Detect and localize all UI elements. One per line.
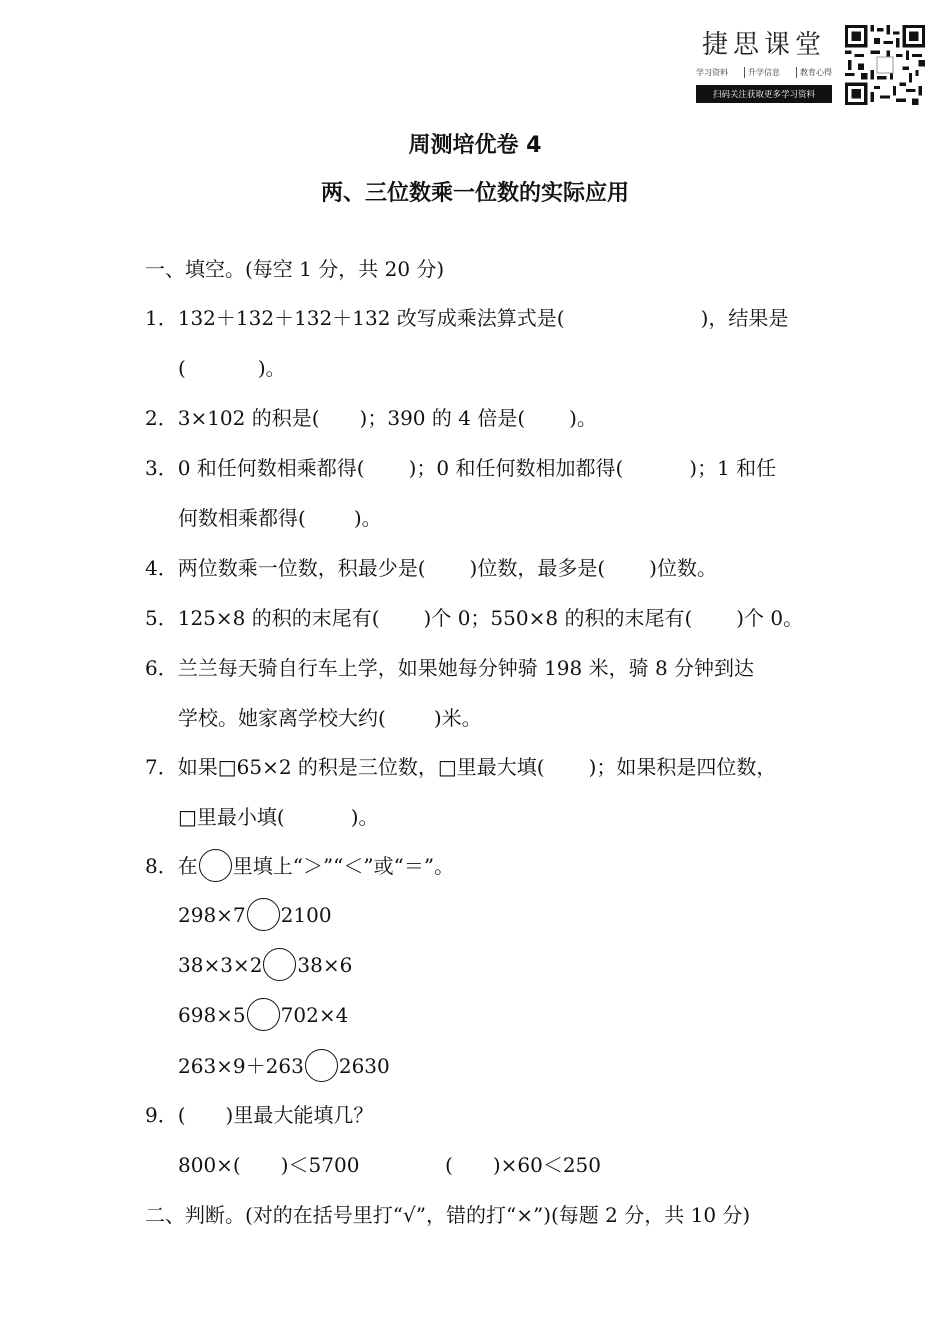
compare-circle[interactable] xyxy=(247,998,280,1031)
question-6: 6．兰兰每天骑自行车上学，如果她每分钟骑 198 米，骑 8 分钟到达 xyxy=(145,656,755,680)
compare-circle[interactable] xyxy=(247,898,280,931)
section-heading: 一、填空。(每空 1 分，共 20 分) xyxy=(145,257,445,281)
question-7: 7．如果□65×2 的积是三位数，□里最大填( )；如果积是四位数， xyxy=(145,755,777,779)
question-6-cont: 学校。她家离学校大约( )米。 xyxy=(178,706,482,730)
brand-name: 捷思课堂 xyxy=(701,30,826,60)
brand-tag: 教育心得 xyxy=(796,67,832,78)
brand-logo xyxy=(696,24,832,103)
compare-circle[interactable] xyxy=(263,948,296,981)
page-title: 周测培优卷 4 xyxy=(408,133,542,158)
compare-circle[interactable] xyxy=(305,1049,338,1082)
question-1-cont: ( )。 xyxy=(178,356,286,380)
question-5: 5．125×8 的积的末尾有( )个 0；550×8 的积的末尾有( )个 0。 xyxy=(145,606,804,630)
question-1: 1．132＋132＋132＋132 改写成乘法算式是( )，结果是 xyxy=(145,306,789,330)
compare-circle[interactable] xyxy=(199,849,232,882)
qr-code-icon[interactable] xyxy=(845,25,925,105)
brand-tag: 学习资料 xyxy=(696,68,728,77)
question-9: 9．( )里最大能填几？ xyxy=(145,1103,374,1127)
compare-item: 38×3×2 38×6 xyxy=(178,950,352,983)
question-3-cont: 何数相乘都得( )。 xyxy=(178,506,382,530)
question-9-right: ( )×60＜250 xyxy=(445,1153,601,1177)
compare-item: 263×9＋263 2630 xyxy=(178,1050,390,1084)
compare-item: 298×7 2100 xyxy=(178,900,332,933)
question-4: 4．两位数乘一位数，积最少是( )位数，最多是( )位数。 xyxy=(145,556,717,580)
section-heading: 二、判断。(对的在括号里打“√”，错的打“×”)(每题 2 分，共 10 分) xyxy=(145,1203,751,1227)
brand-tags xyxy=(696,67,832,78)
question-9-left: 800×( )＜5700 xyxy=(178,1153,360,1177)
compare-item: 698×5 702×4 xyxy=(178,1000,348,1033)
question-7-cont: □里最小填( )。 xyxy=(178,805,379,829)
question-8: 8．在 里填上“＞”“＜”或“＝”。 xyxy=(145,850,454,884)
question-3: 3．0 和任何数相乘都得( )；0 和任何数相加都得( )；1 和任 xyxy=(145,456,777,480)
page-subtitle: 两、三位数乘一位数的实际应用 xyxy=(320,181,629,206)
brand-slogan: 扫码关注获取更多学习资料 xyxy=(696,85,832,103)
brand-tag: 升学信息 xyxy=(744,67,780,78)
question-2: 2．3×102 的积是( )；390 的 4 倍是( )。 xyxy=(145,406,597,430)
